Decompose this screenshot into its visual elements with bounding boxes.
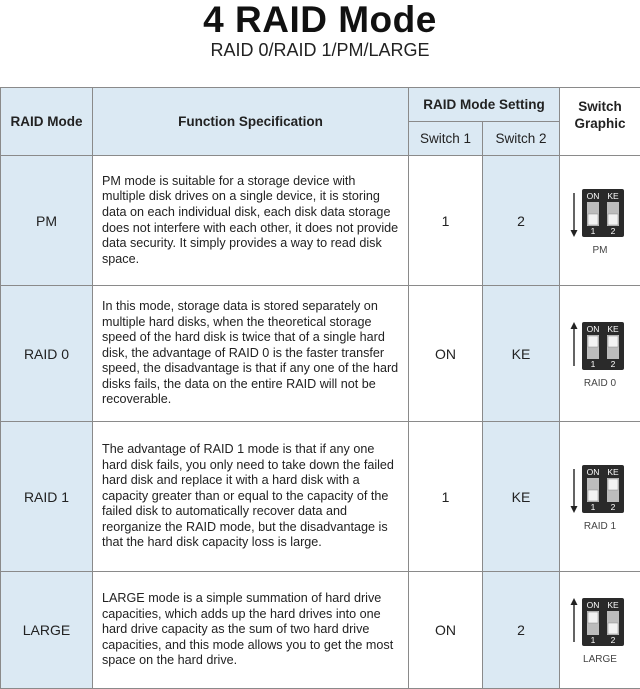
raid-mode-cell: LARGE (1, 572, 93, 689)
dip-knob-1 (588, 214, 598, 225)
svg-text:2: 2 (611, 635, 616, 645)
header-raid-mode-setting: RAID Mode Setting (409, 88, 560, 122)
svg-text:KE: KE (607, 324, 619, 334)
svg-text:ON: ON (587, 600, 600, 610)
svg-text:ON: ON (587, 324, 600, 334)
dip-knob-1 (588, 490, 598, 501)
switch-graphic-label: RAID 1 (568, 521, 632, 532)
arrow-down-icon (571, 469, 578, 513)
switch-1-cell: 1 (409, 422, 483, 572)
switch-graphic-cell (560, 156, 640, 286)
svg-text:1: 1 (591, 226, 596, 236)
svg-text:1: 1 (591, 502, 596, 512)
svg-text:ON: ON (587, 467, 600, 477)
switch-1-cell: ON (409, 572, 483, 689)
raid-mode-table (0, 87, 640, 689)
dip-knob-2 (608, 336, 618, 347)
page-title: 4 RAID Mode (0, 0, 640, 40)
header-switch-1: Switch 1 (409, 122, 483, 156)
header-raid-mode: RAID Mode (1, 88, 93, 156)
switch-graphic-label: PM (568, 245, 632, 256)
switch-1-cell: 1 (409, 156, 483, 286)
svg-text:2: 2 (611, 502, 616, 512)
svg-text:KE: KE (607, 191, 619, 201)
function-spec-cell: LARGE mode is a simple summation of hard drive capacities, which adds up the hard drives into one hard drive capacity as the sum of two hard drive capacities, and this mode allows you to get the most space on the hard drive. (93, 572, 409, 689)
switch-graphic-label: RAID 0 (568, 378, 632, 389)
switch-2-cell: 2 (483, 156, 560, 286)
switch-graphic-cell (560, 286, 640, 422)
switch-graphic-label: LARGE (568, 654, 632, 665)
svg-text:1: 1 (591, 635, 596, 645)
dip-switch-graphic (568, 592, 632, 668)
function-spec-cell: The advantage of RAID 1 mode is that if any one hard disk fails, you only need to take down the failed hard disk and replace it with a hard disk with a capacity greater than or equal to the capacity of the failed disk to automatically recover data and reorganize the RAID mode, but the disadvantage is that the hard disk capacity loss is large. (93, 422, 409, 572)
arrow-down-icon (571, 193, 578, 237)
table-row (1, 422, 640, 572)
switch-2-cell: KE (483, 286, 560, 422)
table-row (1, 572, 640, 689)
switch-2-cell: KE (483, 422, 560, 572)
svg-text:1: 1 (591, 359, 596, 369)
svg-text:KE: KE (607, 600, 619, 610)
raid-mode-cell: RAID 1 (1, 422, 93, 572)
raid-mode-cell: RAID 0 (1, 286, 93, 422)
table-row (1, 286, 640, 422)
dip-switch-graphic (568, 316, 632, 392)
dip-switch-icon (568, 316, 632, 376)
svg-text:KE: KE (607, 467, 619, 477)
dip-knob-2 (608, 479, 618, 490)
dip-knob-2 (608, 214, 618, 225)
dip-switch-graphic (568, 459, 632, 535)
switch-graphic-cell (560, 422, 640, 572)
function-spec-cell: In this mode, storage data is stored separately on multiple hard disks, when the theoretical storage speed of the hard disk is twice that of a single hard disk, the advantage of RAID 0 is the faster transfer speed, the disadvantage is that if any one of the hard disks fails, the data on the entire RAID will not be recoverable. (93, 286, 409, 422)
dip-knob-1 (588, 612, 598, 623)
dip-switch-graphic (568, 183, 632, 259)
page-header (0, 0, 640, 87)
dip-switch-icon (568, 183, 632, 243)
svg-text:ON: ON (587, 191, 600, 201)
table-row (1, 156, 640, 286)
svg-text:2: 2 (611, 226, 616, 236)
page-subtitle: RAID 0/RAID 1/PM/LARGE (0, 40, 640, 60)
header-switch-2: Switch 2 (483, 122, 560, 156)
dip-switch-icon (568, 592, 632, 652)
switch-graphic-cell (560, 572, 640, 689)
switch-1-cell: ON (409, 286, 483, 422)
header-switch-graphic: Switch Graphic (560, 88, 640, 156)
switch-2-cell: 2 (483, 572, 560, 689)
dip-knob-1 (588, 336, 598, 347)
dip-knob-2 (608, 623, 618, 634)
svg-text:2: 2 (611, 359, 616, 369)
header-function-spec: Function Specification (93, 88, 409, 156)
arrow-up-icon (571, 322, 578, 366)
arrow-up-icon (571, 598, 578, 642)
dip-switch-icon (568, 459, 632, 519)
raid-mode-cell: PM (1, 156, 93, 286)
function-spec-cell: PM mode is suitable for a storage device with multiple disk drives on a single device, it is storing data on each individual disk, each disk data storage does not interfere with each other, it does not provide data security. It simply provides a way to read disk space. (93, 156, 409, 286)
